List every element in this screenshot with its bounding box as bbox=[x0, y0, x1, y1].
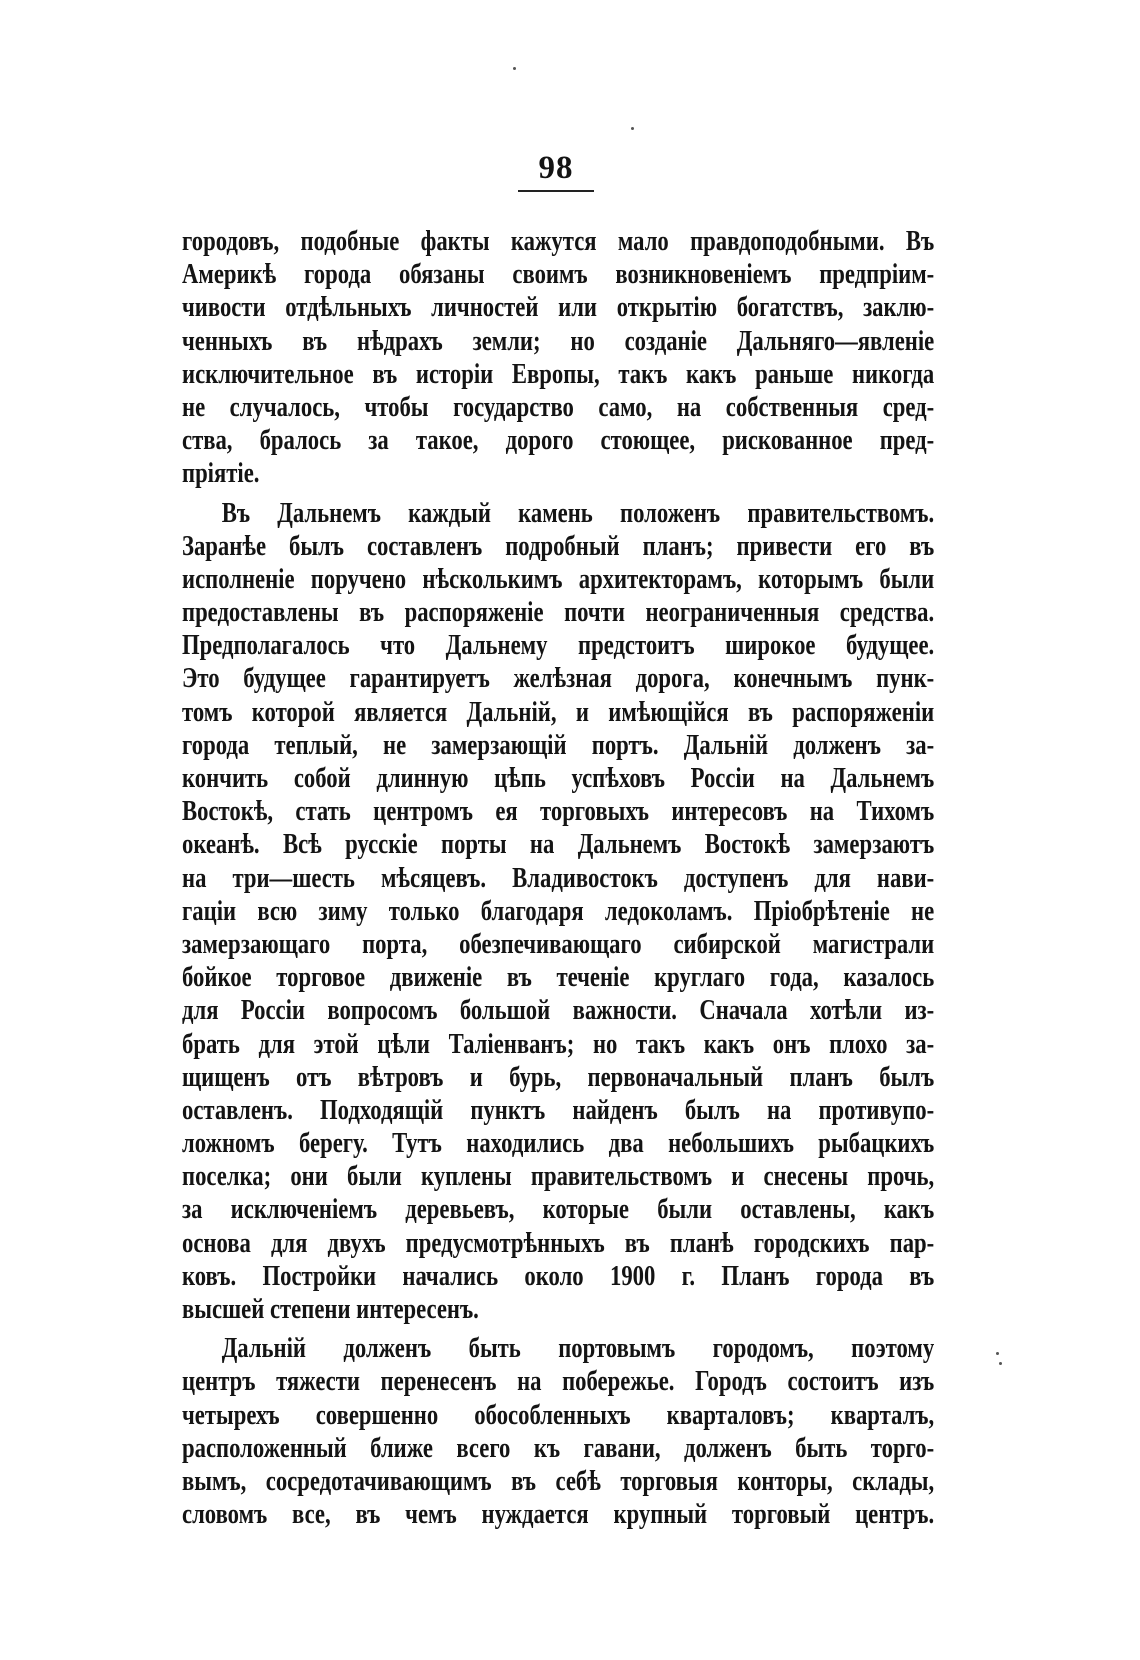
paragraph bbox=[182, 225, 937, 491]
text-line: Это будущее гарантируетъ желѣзная дорога, конечнымъ пунк- bbox=[182, 663, 935, 695]
text-line: ства, бралось за такое, дорого стоющее, рискованное пред- bbox=[182, 425, 935, 457]
text-line: словомъ все, въ чемъ нуждается крупный торговый центръ. bbox=[182, 1499, 935, 1531]
text-line: Въ Дальнемъ каждый камень положенъ правительствомъ. bbox=[221, 497, 935, 529]
text-line: томъ которой является Дальній, и имѣющійся въ распоряженіи bbox=[182, 696, 935, 728]
text-line: четырехъ совершенно обособленныхъ кварталовъ; кварталъ, bbox=[182, 1399, 935, 1431]
text-line: вымъ, сосредотачивающимъ въ себѣ торговыя конторы, склады, bbox=[182, 1465, 935, 1497]
text-line: замерзающаго порта, обезпечивающаго сибирской магистрали bbox=[182, 928, 935, 960]
text-line: оставленъ. Подходящій пунктъ найденъ былъ на противупо- bbox=[182, 1094, 935, 1126]
text-line: городовъ, подобные факты кажутся мало правдоподобными. Въ bbox=[182, 226, 935, 257]
paragraph bbox=[182, 497, 937, 1327]
page-header bbox=[518, 150, 594, 192]
text-line: океанѣ. Всѣ русскіе порты на Дальнемъ Востокѣ замерзаютъ bbox=[182, 829, 935, 861]
text-line: центръ тяжести перенесенъ на побережье. Городъ состоитъ изъ bbox=[182, 1366, 935, 1398]
text-line: бойкое торговое движеніе въ теченіе круглаго года, казалось bbox=[182, 962, 935, 994]
text-line: брать для этой цѣли Таліенванъ; но такъ какъ онъ плохо за- bbox=[182, 1028, 935, 1060]
paragraph bbox=[182, 1332, 937, 1531]
scan-speck bbox=[631, 127, 634, 130]
scan-speck bbox=[996, 1352, 999, 1355]
text-line: расположенный ближе всего къ гавани, долженъ быть торго- bbox=[182, 1432, 935, 1464]
text-line: предоставлены въ распоряженіе почти неограниченныя средства. bbox=[182, 597, 935, 629]
text-line: поселка; они были куплены правительствомъ и снесены прочь, bbox=[182, 1161, 935, 1193]
text-line: Предполагалось что Дальнему предстоитъ широкое будущее. bbox=[182, 630, 935, 662]
page-number-rule bbox=[518, 190, 594, 192]
scan-speck bbox=[999, 1362, 1002, 1365]
text-line: чивости отдѣльныхъ личностей или открытію богатствъ, заклю- bbox=[182, 292, 935, 324]
text-line: города теплый, не замерзающій портъ. Дальній долженъ за- bbox=[182, 729, 935, 761]
text-line: Востокѣ, стать центромъ ея торговыхъ интересовъ на Тихомъ bbox=[182, 796, 935, 828]
text-line: за исключеніемъ деревьевъ, которые были оставлены, какъ bbox=[182, 1194, 935, 1226]
text-line: основа для двухъ предусмотрѣнныхъ въ планѣ городскихъ пар- bbox=[182, 1227, 935, 1259]
text-line: исполненіе поручено нѣсколькимъ архитекторамъ, которымъ были bbox=[182, 563, 935, 595]
text-line: для Россіи вопросомъ большой важности. Сначала хотѣли из- bbox=[182, 995, 935, 1027]
text-line: щищенъ отъ вѣтровъ и бурь, первоначальный планъ былъ bbox=[182, 1061, 935, 1093]
text-line: ченныхъ въ нѣдрахъ земли; но созданіе Дальняго—явленіе bbox=[182, 325, 935, 357]
text-line: Америкѣ города обязаны своимъ возникновеніемъ предпріим- bbox=[182, 259, 935, 291]
scan-speck bbox=[513, 67, 516, 70]
text-line: кончить собой длинную цѣпь успѣховъ Россіи на Дальнемъ bbox=[182, 763, 935, 794]
text-line: Заранѣе былъ составленъ подробный планъ; привести его въ bbox=[182, 530, 935, 562]
page-text bbox=[182, 225, 937, 1531]
text-line: гаціи всю зиму только благодаря ледоколамъ. Пріобрѣтеніе не bbox=[182, 895, 935, 927]
text-line: Дальній долженъ быть портовымъ городомъ, поэтому bbox=[221, 1333, 935, 1365]
text-line: пріятіе. bbox=[182, 458, 260, 490]
page-number: 98 bbox=[538, 150, 574, 186]
text-line: на три—шесть мѣсяцевъ. Владивостокъ доступенъ для нави- bbox=[182, 862, 935, 894]
text-line: ложномъ берегу. Тутъ находились два небольшихъ рыбацкихъ bbox=[182, 1128, 935, 1160]
text-line: ковъ. Постройки начались около 1900 г. Планъ города въ bbox=[182, 1260, 935, 1292]
text-line: высшей степени интересенъ. bbox=[182, 1294, 479, 1325]
text-line: не случалось, чтобы государство само, на собственныя сред- bbox=[182, 391, 935, 423]
text-line: исключительное въ исторіи Европы, такъ какъ раньше никогда bbox=[182, 358, 935, 390]
